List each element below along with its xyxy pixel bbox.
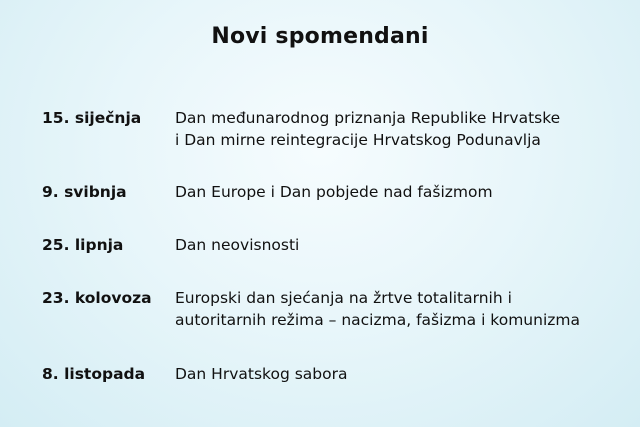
entry-date: 8. listopada <box>42 365 146 383</box>
entry-date: 9. svibnja <box>42 183 127 201</box>
entry-description-line: i Dan mirne reintegracije Hrvatskog Podunavlja <box>175 131 541 149</box>
entry-description-line: Dan Hrvatskog sabora <box>175 365 348 383</box>
entry-description-line: Dan međunarodnog priznanja Republike Hrvatske <box>175 109 561 127</box>
entry-date: 15. siječnja <box>42 109 142 127</box>
entry-description <box>175 363 630 385</box>
entry-description <box>175 181 630 203</box>
entry-description-line: Dan neovisnosti <box>175 236 300 254</box>
entry-description-line: Europski dan sjećanja na žrtve totalitarnih i <box>175 289 512 307</box>
entry-date: 25. lipnja <box>42 236 124 254</box>
entry-description-line: autoritarnih režima – nacizma, fašizma i komunizma <box>175 311 580 329</box>
entry-description <box>175 107 630 151</box>
entry-description-line: Dan Europe i Dan pobjede nad fašizmom <box>175 183 493 201</box>
entry-description <box>175 234 630 256</box>
slide-title: Novi spomendani <box>211 24 429 49</box>
entry-description <box>175 287 630 331</box>
entry-date: 23. kolovoza <box>42 289 152 307</box>
